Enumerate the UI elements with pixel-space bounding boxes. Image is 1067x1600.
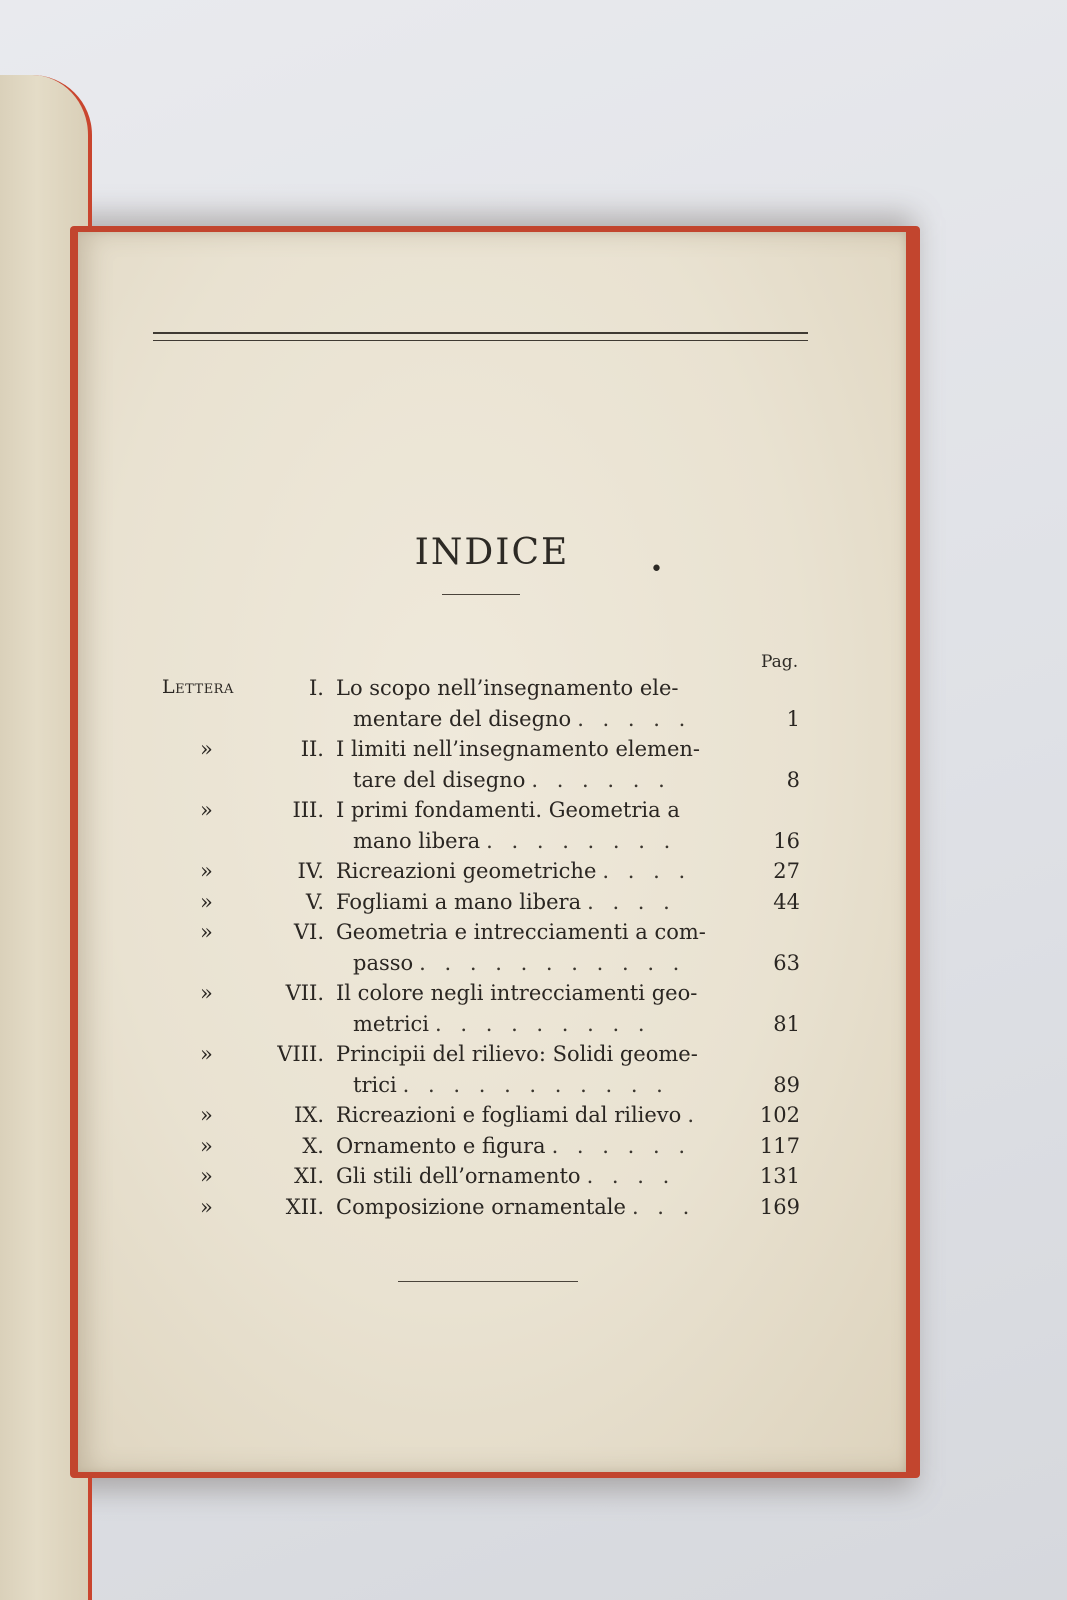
entry-numeral: XI.: [294, 1164, 324, 1188]
dot-leader: . . . .: [587, 889, 676, 914]
entry-page-number: 81: [773, 1011, 800, 1036]
entry-title: Composizione ornamentale: [336, 1194, 626, 1219]
ink-mark: •: [650, 557, 663, 582]
entry-title: I limiti nell’insegnamento elemen-: [336, 737, 701, 761]
title-underline: [442, 594, 520, 595]
entry-label: »: [200, 859, 213, 883]
entry-label: »: [200, 1042, 213, 1066]
dot-leader: .: [687, 1103, 700, 1127]
entry-numeral: VIII.: [277, 1042, 324, 1066]
dot-leader: . . . .: [586, 1164, 676, 1188]
entry-label: »: [200, 889, 213, 914]
dot-leader: . . . . . .: [531, 767, 671, 792]
entry-title: Lo scopo nell’insegnamento ele-: [336, 676, 679, 700]
entry-label: »: [200, 981, 213, 1005]
entry-label: »: [200, 1103, 213, 1127]
entry-label: »: [200, 920, 213, 944]
entry-label: »: [200, 798, 213, 822]
entry-page-number: 1: [786, 706, 800, 731]
dot-leader: . . . . . .: [551, 1133, 691, 1158]
entry-title: Principii del rilievo: Solidi geome-: [336, 1042, 698, 1066]
entry-label: »: [200, 1164, 213, 1188]
dot-leader: . . . . . . . . . . .: [402, 1072, 669, 1097]
entry-numeral: IV.: [297, 859, 324, 883]
entry-numeral: I.: [309, 676, 324, 700]
entry-title: Fogliami a mano libera: [336, 889, 582, 914]
dot-leader: . . . .: [602, 859, 692, 883]
index-title: INDICE: [414, 532, 570, 573]
entry-numeral: VI.: [293, 920, 324, 944]
entry-label: »: [200, 737, 213, 761]
entry-numeral: V.: [305, 889, 324, 914]
entry-page-number: 44: [773, 889, 800, 914]
entry-page-number: 131: [759, 1164, 800, 1188]
entry-title: Il colore negli intrecciamenti geo-: [336, 981, 698, 1005]
entry-numeral: X.: [302, 1133, 324, 1158]
entry-numeral: III.: [292, 798, 324, 822]
dot-leader: . . . . .: [577, 706, 692, 731]
entry-page-number: 8: [786, 767, 800, 792]
entry-numeral: II.: [300, 737, 324, 761]
entry-title: I primi fondamenti. Geometria a: [336, 798, 680, 822]
entry-numeral: IX.: [294, 1103, 324, 1127]
entry-title: passo: [353, 950, 414, 975]
entry-title: trici: [353, 1072, 397, 1097]
entry-numeral: VII.: [285, 981, 324, 1005]
entry-title: Ornamento e figura: [336, 1133, 546, 1158]
entry-page-number: 102: [759, 1103, 800, 1127]
entry-page-number: 16: [773, 828, 800, 853]
entry-title: mano libera: [353, 828, 481, 853]
entry-page-number: 89: [773, 1072, 800, 1097]
entry-page-number: 63: [773, 950, 800, 975]
entry-title: metrici: [353, 1011, 430, 1036]
entry-numeral: XII.: [285, 1194, 324, 1219]
page-column-header: Pag.: [761, 652, 799, 672]
top-double-rule: [153, 332, 808, 341]
dot-leader: . . . . . . . . .: [435, 1011, 651, 1036]
entry-title: mentare del disegno: [353, 706, 572, 731]
entry-page-number: 27: [773, 859, 800, 883]
entry-label: Lettera: [162, 676, 234, 698]
entry-label: »: [200, 1133, 213, 1158]
entry-title: Ricreazioni geometriche: [336, 859, 597, 883]
entry-title: tare del disegno: [353, 767, 526, 792]
entry-title: Ricreazioni e fogliami dal rilievo: [336, 1103, 682, 1127]
entry-page-number: 169: [759, 1194, 800, 1219]
entry-title: Geometria e intrecciamenti a com-: [336, 920, 706, 944]
dot-leader: . . . . . . . . . . .: [419, 950, 686, 975]
entry-page-number: 117: [759, 1133, 800, 1158]
dot-leader: . . .: [631, 1194, 696, 1219]
closing-rule: [398, 1281, 578, 1282]
dot-leader: . . . . . . . .: [486, 828, 677, 853]
entry-title: Gli stili dell’ornamento: [336, 1164, 581, 1188]
book-page: [78, 232, 906, 1472]
entry-label: »: [200, 1194, 213, 1219]
